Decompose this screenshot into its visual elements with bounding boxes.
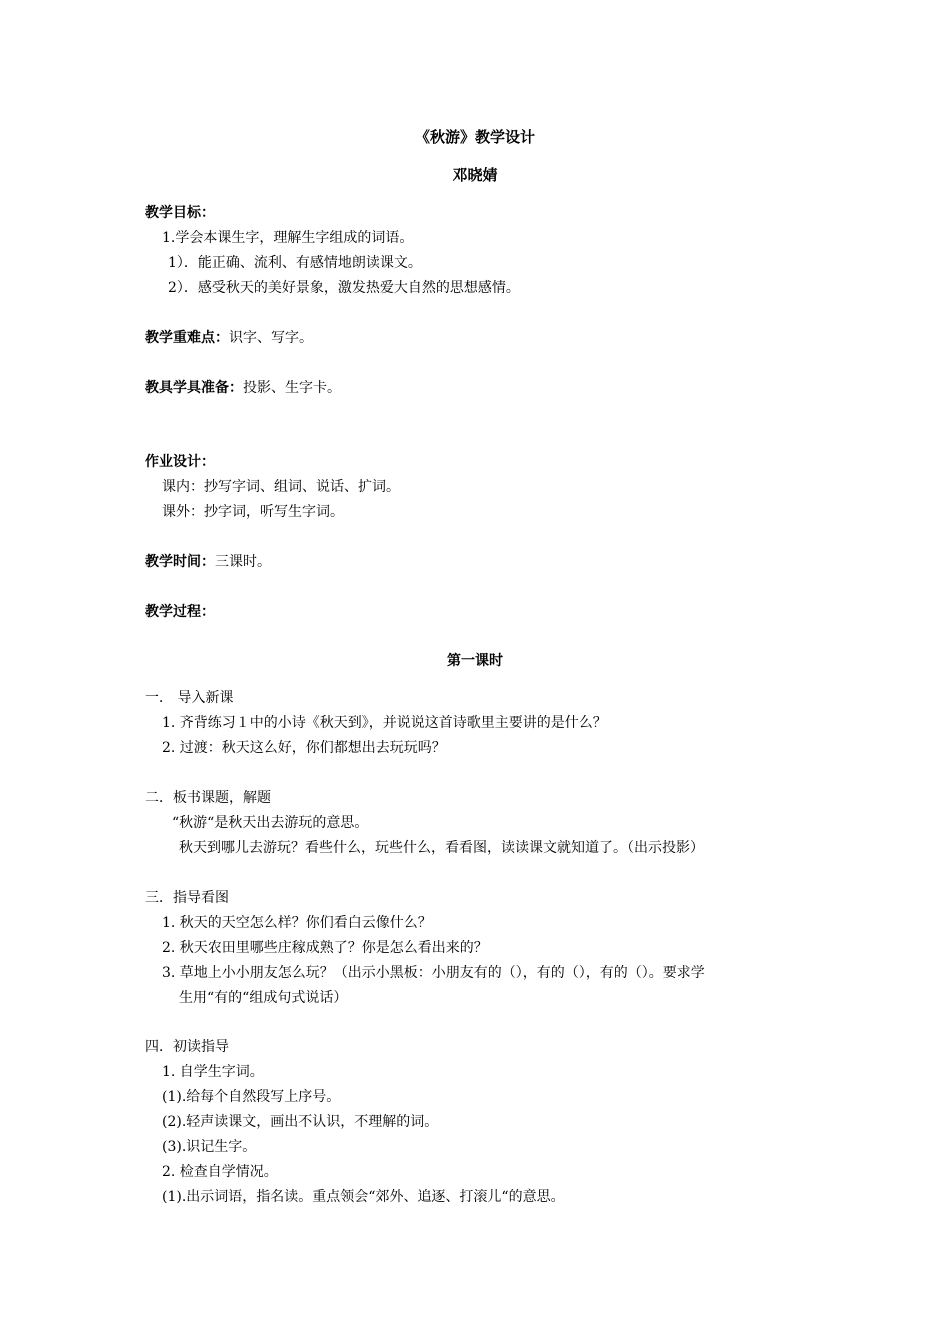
teaching-time [145, 553, 271, 571]
section-item: (3).识记生字。 [162, 1139, 257, 1155]
key-points-label: 教学重难点： [145, 330, 229, 346]
process-label: 教学过程： [145, 604, 215, 620]
teaching-time-text: 三课时。 [215, 554, 271, 570]
section-item: (2).轻声读课文，画出不认识，不理解的词。 [162, 1114, 439, 1130]
section-item: 生用“有的“组成句式说话） [179, 990, 348, 1006]
section-item: “秋游“是秋天出去游玩的意思。 [172, 815, 369, 831]
homework-item: 课内：抄写字词、组词、说话、扩词。 [162, 479, 400, 495]
section-title: 四．初读指导 [145, 1039, 229, 1055]
section-item: (1).给每个自然段写上序号。 [162, 1089, 341, 1105]
section-item: 秋天到哪儿去游玩？看些什么，玩些什么，看看图，读读课文就知道了。（出示投影） [179, 840, 704, 856]
document-title: 《秋游》教学设计 [414, 128, 535, 146]
goal-item: 1）．能正确、流利、有感情地朗读课文。 [168, 255, 422, 271]
goals-label: 教学目标： [145, 205, 215, 221]
section-item: 1. 齐背练习１中的小诗《秋天到》，并说说这首诗歌里主要讲的是什么？ [162, 715, 607, 731]
section-item: (1).出示词语，指名读。重点领会“郊外、追逐、打滚儿“的意思。 [162, 1189, 565, 1205]
section-item: 1. 秋天的天空怎么样？你们看白云像什么？ [162, 915, 432, 931]
lesson-heading: 第一课时 [447, 653, 503, 669]
goal-item: 1.学会本课生字，理解生字组成的词语。 [162, 230, 414, 246]
section-item: 3. 草地上小小朋友怎么玩？（出示小黑板：小朋友有的（），有的（），有的（）。要求学 [162, 965, 705, 981]
key-points-text: 识字、写字。 [229, 330, 313, 346]
materials-text: 投影、生字卡。 [243, 380, 341, 396]
key-points [145, 329, 313, 347]
author-name: 邓晓婧 [452, 166, 498, 184]
homework-label: 作业设计： [145, 454, 215, 470]
goal-item: 2）．感受秋天的美好景象，激发热爱大自然的思想感情。 [168, 280, 520, 296]
section-title: 三．指导看图 [145, 890, 229, 906]
section-item: 1. 自学生字词。 [162, 1064, 264, 1080]
teaching-time-label: 教学时间： [145, 554, 215, 570]
section-item: 2. 秋天农田里哪些庄稼成熟了？你是怎么看出来的？ [162, 940, 488, 956]
materials-label: 教具学具准备： [145, 380, 243, 396]
materials [145, 379, 341, 397]
section-item: 2. 检查自学情况。 [162, 1164, 278, 1180]
section-item: 2. 过渡：秋天这么好，你们都想出去玩玩吗？ [162, 740, 446, 756]
homework-item: 课外：抄字词，听写生字词。 [162, 504, 344, 520]
section-title: 二．板书课题，解题 [145, 790, 271, 806]
section-title: 一． 导入新课 [145, 690, 234, 706]
